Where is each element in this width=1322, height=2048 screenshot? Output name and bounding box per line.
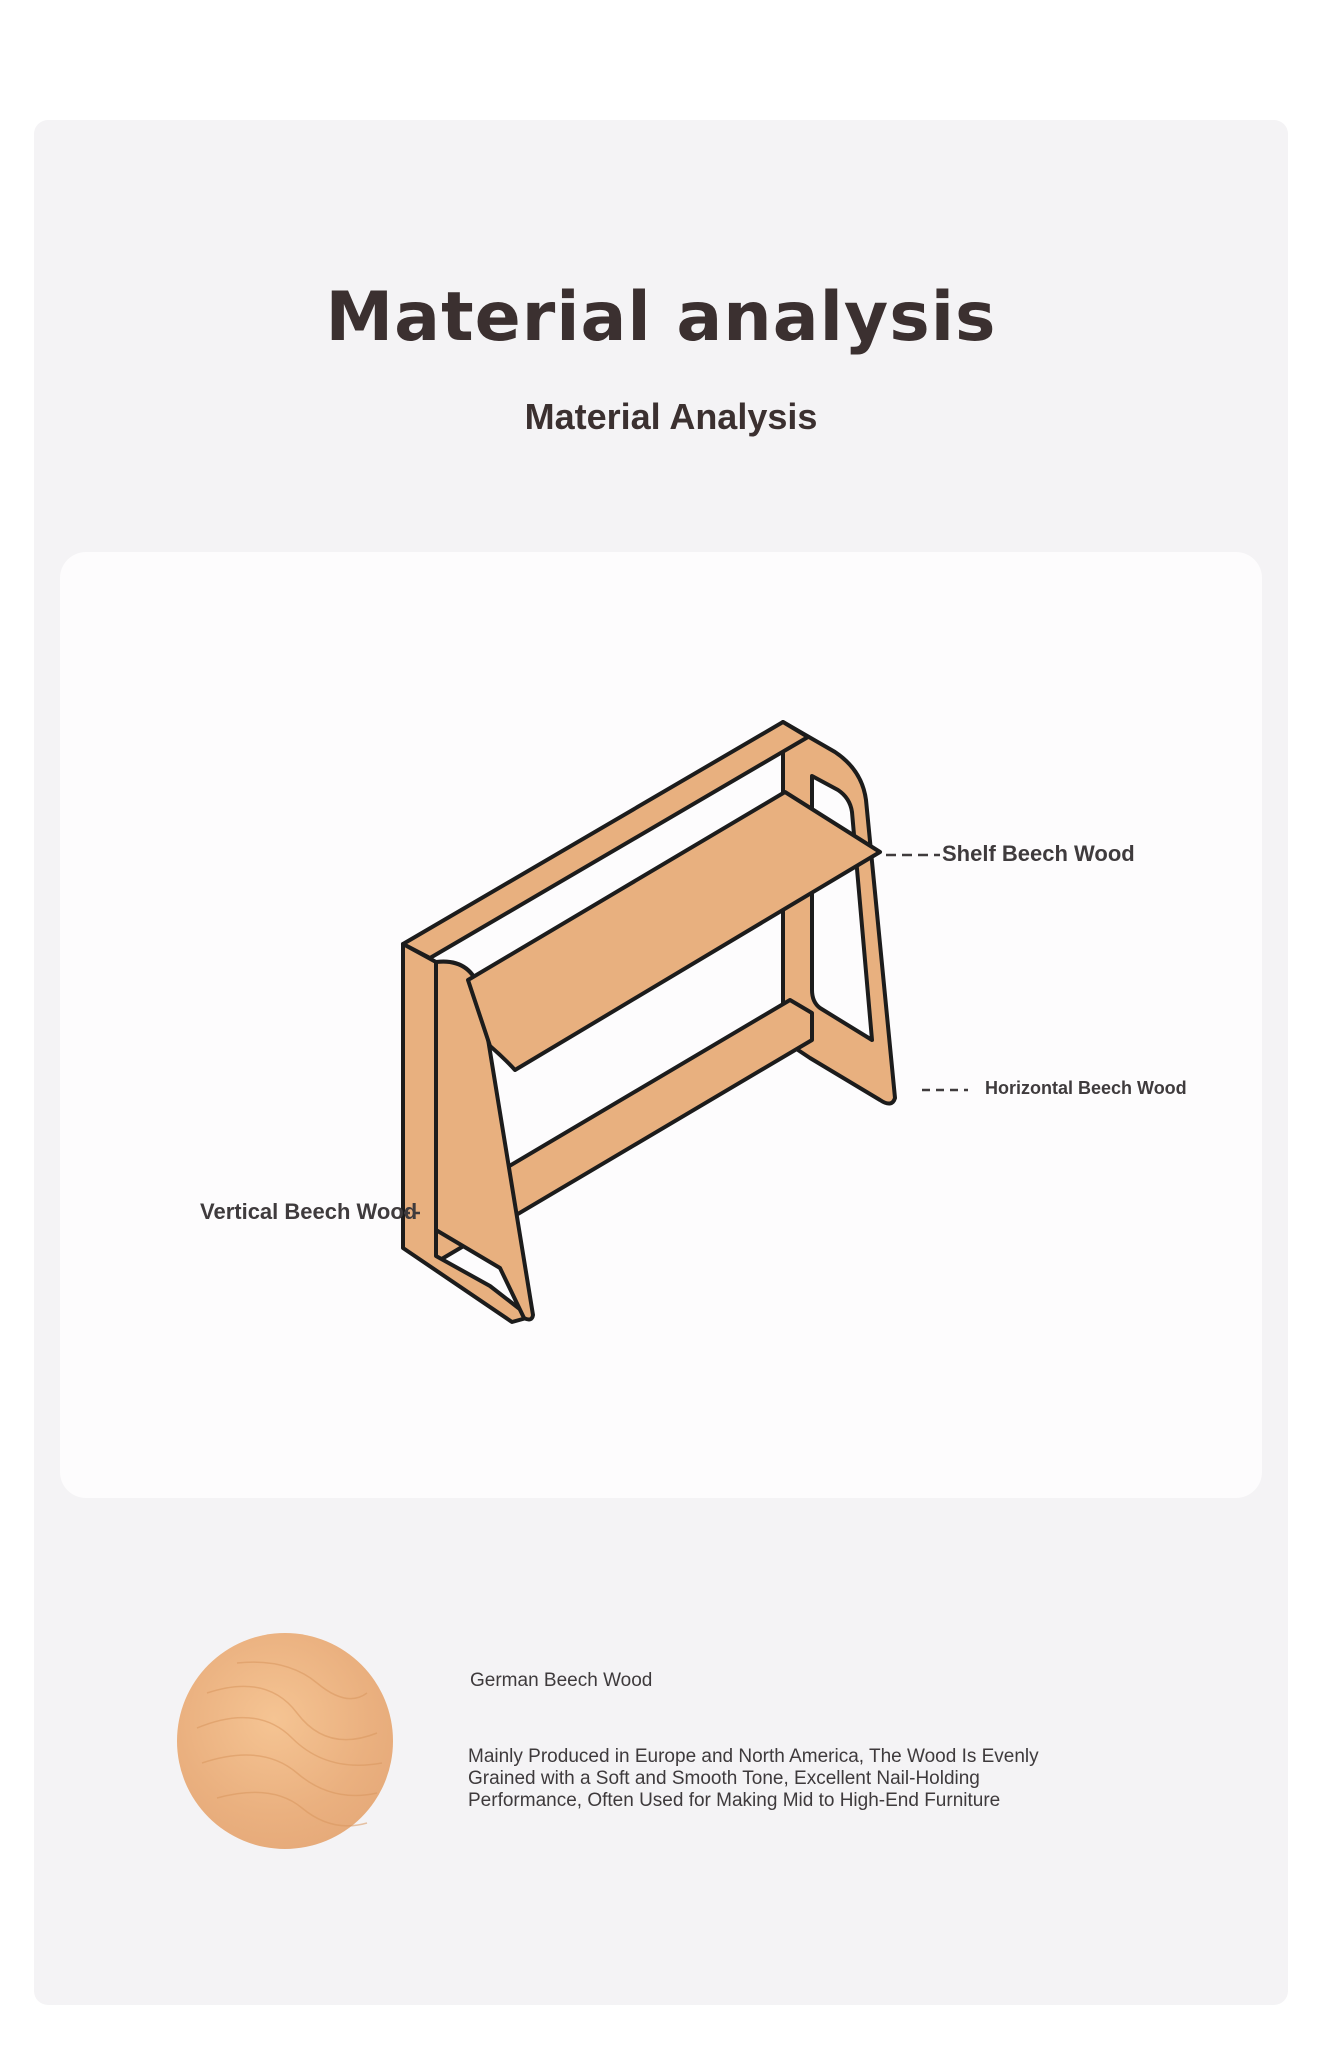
page-subtitle: Material Analysis <box>524 396 818 437</box>
material-description: Mainly Produced in Europe and North America, The Wood Is Evenly Grained with a Soft and Smooth Tone, Excellent Nail-Holding Performance, Often Used for Making Mid to High-End Furniture <box>468 1746 1039 1811</box>
shelf-beech-wood-label: Shelf Beech Wood <box>942 841 1135 866</box>
horizontal-beech-wood-label: Horizontal Beech Wood <box>985 1078 1187 1098</box>
beech-wood-sample-image <box>177 1633 393 1849</box>
page-title: Material analysis <box>325 278 997 357</box>
material-name: German Beech Wood <box>470 1670 653 1691</box>
vertical-beech-wood-label: Vertical Beech Wood <box>200 1199 418 1224</box>
